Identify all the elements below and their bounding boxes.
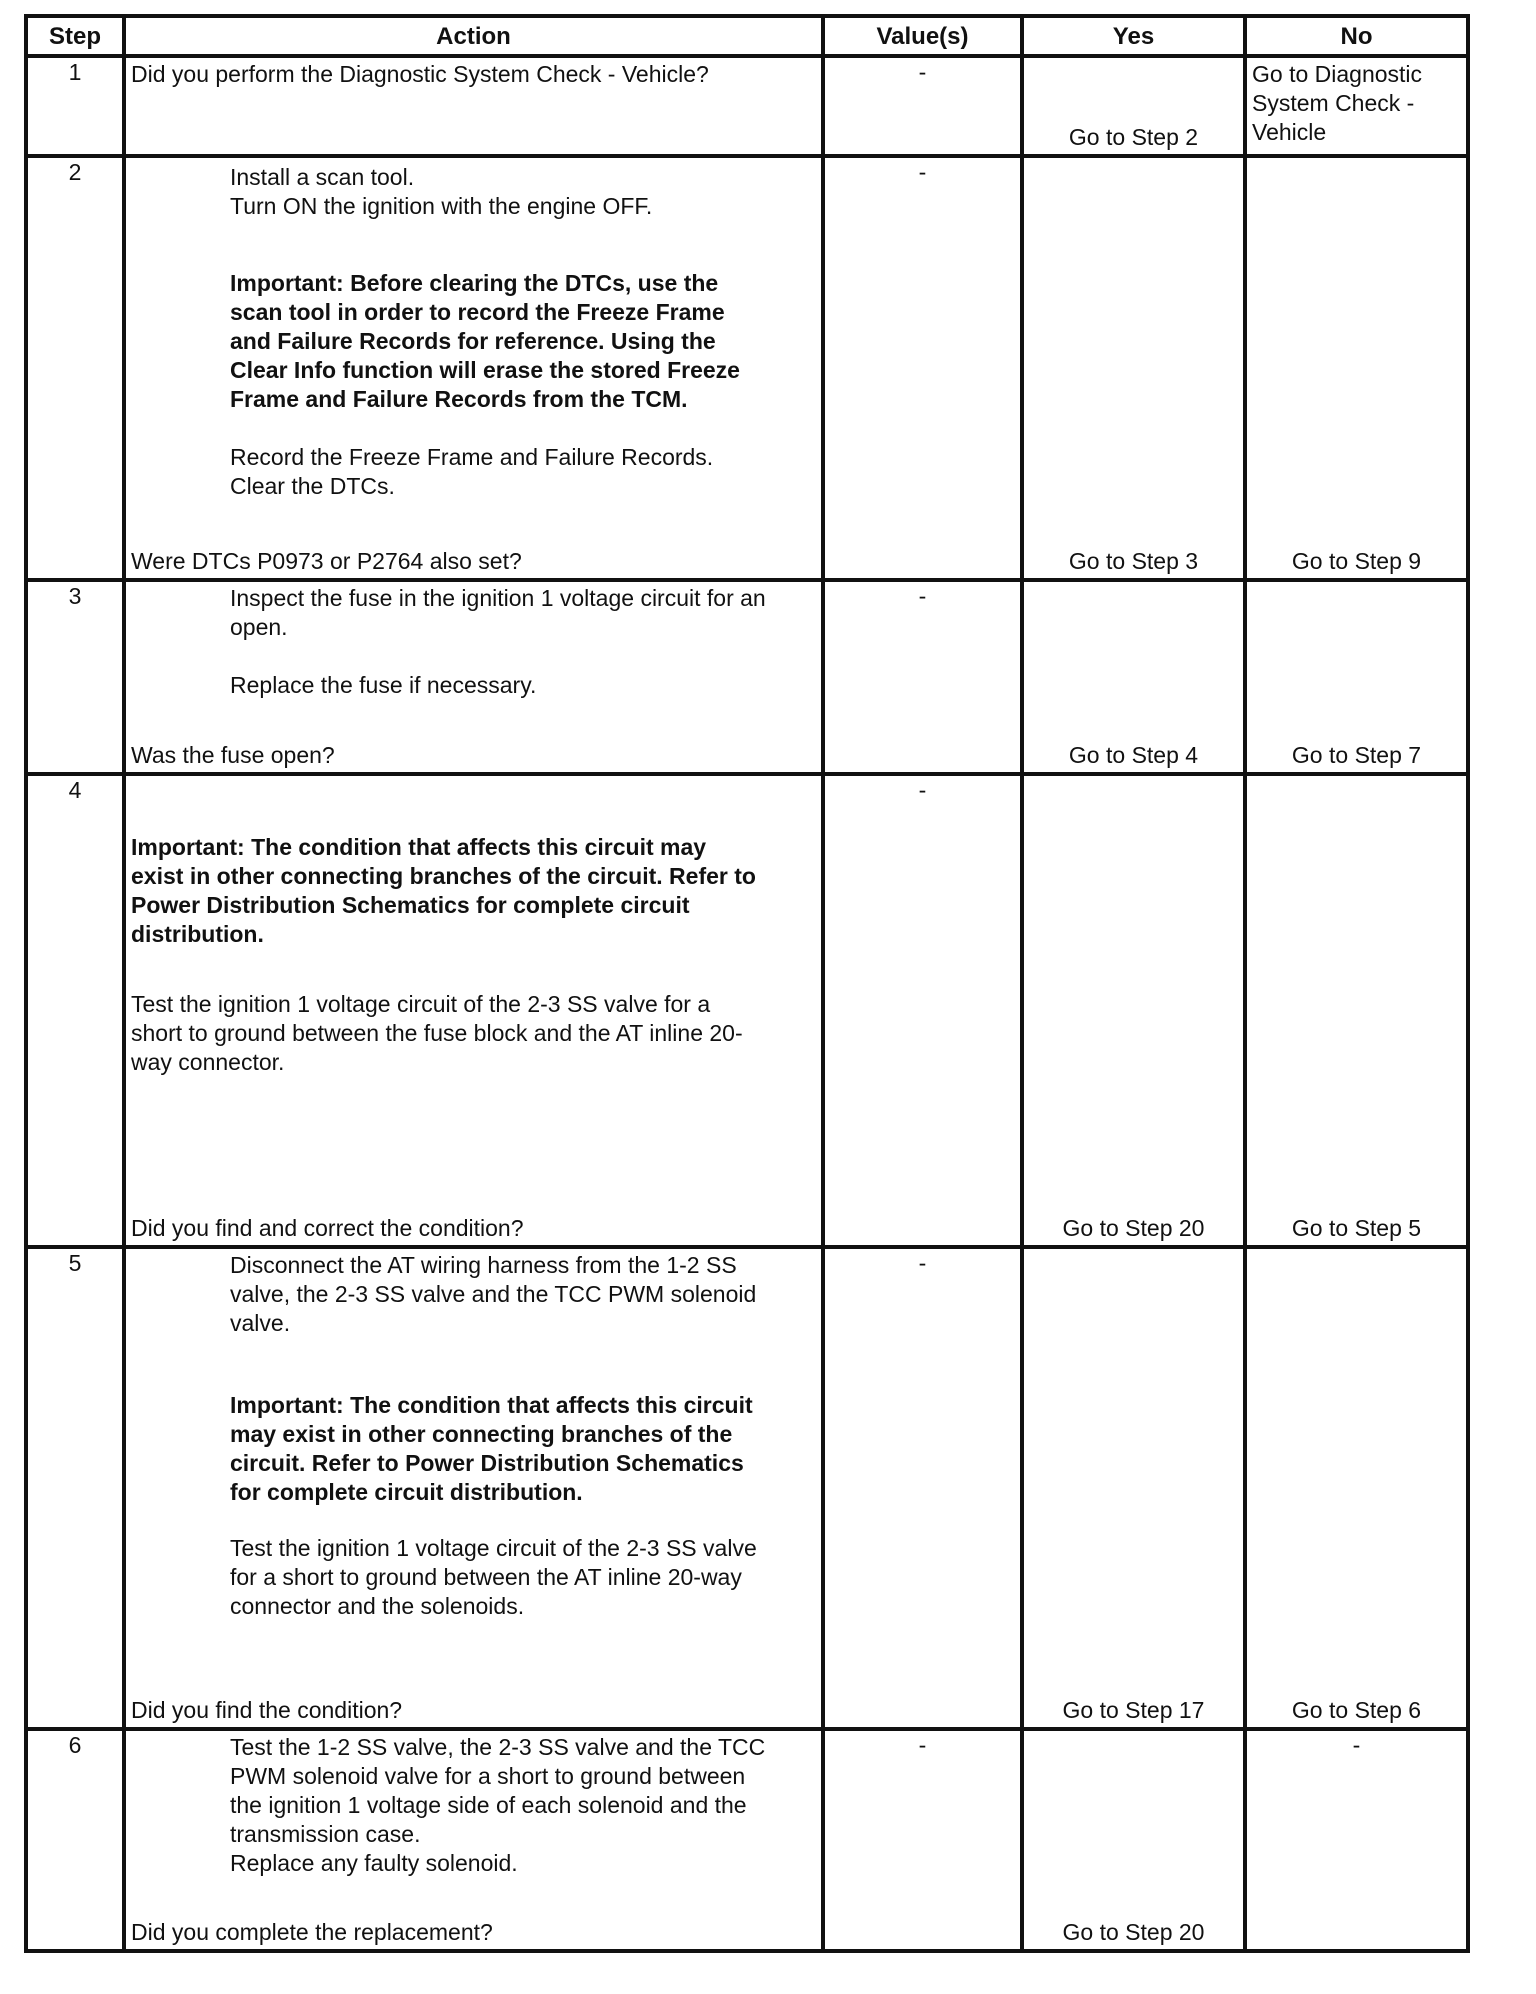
instruction-line: Test the 1-2 SS valve, the 2-3 SS valve and the TCC xyxy=(230,1734,766,1760)
no-cell xyxy=(1245,156,1468,580)
no-cell: - xyxy=(1245,1729,1468,1951)
instruction-line: the ignition 1 voltage side of each solenoid and the xyxy=(230,1792,747,1818)
yes-action: Go to Step 20 xyxy=(1062,1215,1205,1241)
important-line: Important: The condition that affects this circuit may xyxy=(131,834,707,860)
step-number: 6 xyxy=(26,1729,124,1951)
action-instruction: Replace any faulty solenoid. xyxy=(230,1850,518,1876)
header-no: No xyxy=(1245,16,1468,56)
important-line: circuit. Refer to Power Distribution Schematics xyxy=(230,1450,744,1476)
no-action: Go to Step 9 xyxy=(1291,548,1422,574)
instruction-line: Inspect the fuse in the ignition 1 voltage circuit for an xyxy=(230,585,766,611)
no-action: Go to Step 7 xyxy=(1291,742,1422,768)
value-cell: - xyxy=(823,580,1022,774)
instruction-line: way connector. xyxy=(131,1049,285,1075)
yes-cell xyxy=(1022,1729,1245,1951)
header-step: Step xyxy=(26,16,124,56)
action-instruction: Replace the fuse if necessary. xyxy=(230,672,537,698)
action-question: Were DTCs P0973 or P2764 also set? xyxy=(131,548,522,574)
instruction-line: Test the ignition 1 voltage circuit of the 2-3 SS valve for a xyxy=(131,991,711,1017)
step-number: 4 xyxy=(26,774,124,1247)
value-cell: - xyxy=(823,56,1022,156)
table-row xyxy=(26,156,1468,580)
important-line: distribution. xyxy=(131,921,264,947)
important-line: exist in other connecting branches of the circuit. Refer to xyxy=(131,863,756,889)
instruction-line: transmission case. xyxy=(230,1821,421,1847)
action-question: Did you complete the replacement? xyxy=(131,1919,493,1945)
important-note xyxy=(131,833,815,949)
action-cell xyxy=(124,774,823,1247)
important-note xyxy=(230,1391,815,1507)
action-instruction xyxy=(230,1733,815,1849)
no-cell xyxy=(1245,56,1468,156)
instruction-line: connector and the solenoids. xyxy=(230,1593,525,1619)
no-action-line: Go to Diagnostic xyxy=(1252,61,1423,87)
yes-cell xyxy=(1022,1247,1245,1729)
action-instruction xyxy=(230,584,815,642)
action-cell xyxy=(124,1729,823,1951)
table-row xyxy=(26,1247,1468,1729)
important-line: and Failure Records for reference. Using the xyxy=(230,328,716,354)
instruction-line: valve. xyxy=(230,1310,291,1336)
no-cell xyxy=(1245,1247,1468,1729)
table-row xyxy=(26,1729,1468,1951)
value-cell: - xyxy=(823,156,1022,580)
table-row xyxy=(26,580,1468,774)
instruction-line: Disconnect the AT wiring harness from the 1-2 SS xyxy=(230,1252,737,1278)
action-instruction xyxy=(230,1534,815,1621)
step-number: 5 xyxy=(26,1247,124,1729)
action-instruction: Record the Freeze Frame and Failure Records. xyxy=(230,444,714,470)
step-number: 3 xyxy=(26,580,124,774)
no-action-line: System Check - xyxy=(1252,90,1415,116)
important-line: Clear Info function will erase the stored Freeze xyxy=(230,357,740,383)
table-row xyxy=(26,56,1468,156)
no-action-line: Vehicle xyxy=(1252,119,1327,145)
yes-action: Go to Step 2 xyxy=(1068,124,1199,150)
action-cell xyxy=(124,580,823,774)
header-values: Value(s) xyxy=(823,16,1022,56)
instruction-line: Test the ignition 1 voltage circuit of the 2-3 SS valve xyxy=(230,1535,757,1561)
action-instruction: Clear the DTCs. xyxy=(230,473,395,499)
value-cell: - xyxy=(823,1247,1022,1729)
important-line: Power Distribution Schematics for complete circuit xyxy=(131,892,690,918)
value-cell: - xyxy=(823,774,1022,1247)
value-cell: - xyxy=(823,1729,1022,1951)
important-line: Frame and Failure Records from the TCM. xyxy=(230,386,688,412)
yes-cell xyxy=(1022,774,1245,1247)
action-cell xyxy=(124,156,823,580)
yes-cell xyxy=(1022,580,1245,774)
no-action xyxy=(1252,60,1422,147)
action-instruction: Install a scan tool. xyxy=(230,164,415,190)
instruction-line: PWM solenoid valve for a short to ground between xyxy=(230,1763,746,1789)
step-number: 1 xyxy=(26,56,124,156)
action-cell xyxy=(124,56,823,156)
no-action: Go to Step 6 xyxy=(1291,1697,1422,1723)
header-row xyxy=(26,16,1468,56)
yes-action: Go to Step 20 xyxy=(1062,1919,1205,1945)
instruction-line: open. xyxy=(230,614,288,640)
header-action: Action xyxy=(124,16,823,56)
action-instruction: Turn ON the ignition with the engine OFF. xyxy=(230,193,653,219)
action-instruction xyxy=(230,1251,815,1338)
no-action: Go to Step 5 xyxy=(1291,1215,1422,1241)
header-yes: Yes xyxy=(1022,16,1245,56)
yes-cell xyxy=(1022,56,1245,156)
action-instruction xyxy=(131,990,815,1077)
no-cell xyxy=(1245,774,1468,1247)
important-line: for complete circuit distribution. xyxy=(230,1479,583,1505)
action-question: Did you find and correct the condition? xyxy=(131,1215,524,1241)
yes-action: Go to Step 3 xyxy=(1068,548,1199,574)
instruction-line: valve, the 2-3 SS valve and the TCC PWM solenoid xyxy=(230,1281,757,1307)
instruction-line: for a short to ground between the AT inline 20-way xyxy=(230,1564,742,1590)
action-cell xyxy=(124,1247,823,1729)
action-question: Did you perform the Diagnostic System Check - Vehicle? xyxy=(131,61,709,87)
no-cell xyxy=(1245,580,1468,774)
important-line: may exist in other connecting branches of the xyxy=(230,1421,733,1447)
yes-action: Go to Step 4 xyxy=(1068,742,1199,768)
instruction-line: short to ground between the fuse block and the AT inline 20- xyxy=(131,1020,743,1046)
table-row xyxy=(26,774,1468,1247)
important-note xyxy=(230,269,815,414)
diagnostic-table xyxy=(24,14,1470,1953)
yes-cell xyxy=(1022,156,1245,580)
important-line: Important: The condition that affects this circuit xyxy=(230,1392,753,1418)
action-question: Did you find the condition? xyxy=(131,1697,403,1723)
step-number: 2 xyxy=(26,156,124,580)
yes-action: Go to Step 17 xyxy=(1062,1697,1205,1723)
action-question: Was the fuse open? xyxy=(131,742,335,768)
important-line: scan tool in order to record the Freeze Frame xyxy=(230,299,725,325)
important-line: Important: Before clearing the DTCs, use the xyxy=(230,270,719,296)
